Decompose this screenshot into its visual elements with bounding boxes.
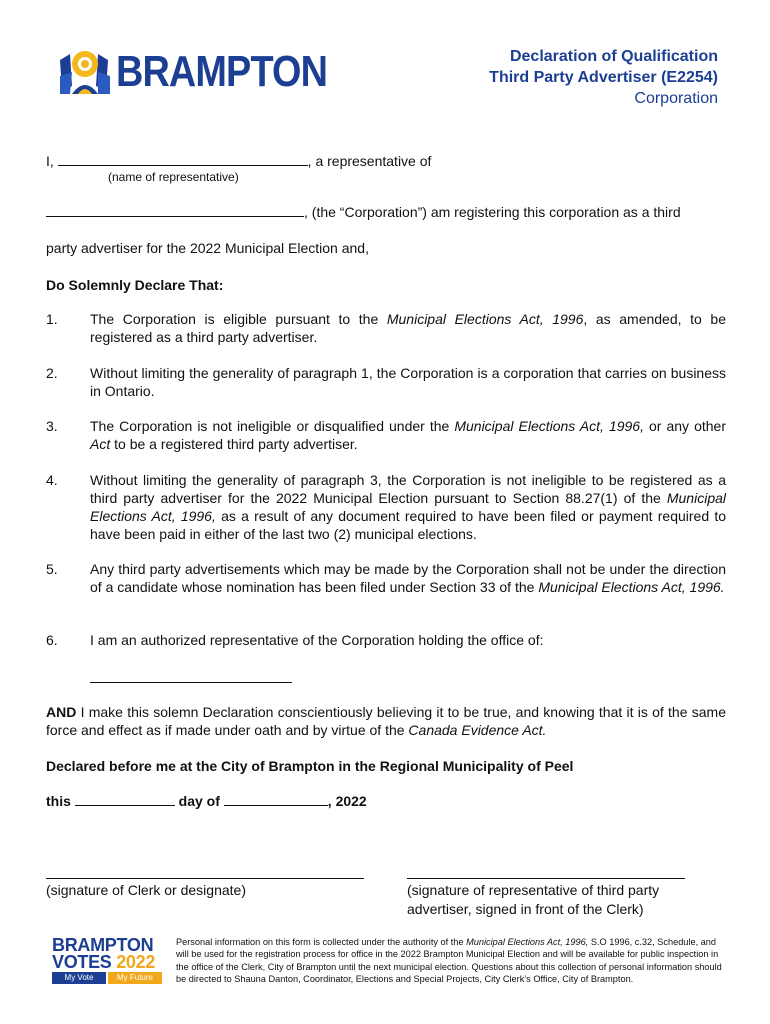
day-field[interactable] xyxy=(75,805,175,806)
declared-before-text: Declared before me at the City of Brampton in the Regional Municipality of Peel xyxy=(46,758,574,774)
office-field[interactable] xyxy=(90,682,292,683)
corporation-suffix: , (the “Corporation”) am registering this corporation as a third xyxy=(304,204,681,220)
corporation-name-field[interactable] xyxy=(46,216,304,217)
representative-caption: (name of representative) xyxy=(108,170,239,184)
item-6-text: I am an authorized representative of the Corporation holding the office of: xyxy=(90,632,544,648)
clerk-signature-line[interactable] xyxy=(46,878,364,879)
item-1-text: The Corporation is eligible pursuant to the Municipal Elections Act, 1996, as amended, to be registered as a third party advertiser. xyxy=(90,311,726,345)
item-1-number: 1. xyxy=(46,311,58,327)
clerk-signature-caption: (signature of Clerk or designate) xyxy=(46,882,246,898)
month-field[interactable] xyxy=(224,805,328,806)
corporation-line-2: party advertiser for the 2022 Municipal Election and, xyxy=(46,240,369,256)
declare-heading: Do Solemnly Declare That: xyxy=(46,277,224,293)
flower-emblem-icon xyxy=(58,46,112,98)
brampton-logo xyxy=(58,46,328,98)
item-3-number: 3. xyxy=(46,418,58,434)
item-6-number: 6. xyxy=(46,632,58,648)
item-4-text: Without limiting the generality of paragraph 3, the Corporation is not ineligible to be registered as a third party advertiser for the 2022 Municipal Election pursuant to Section 88.27(1) of the Municipal Elections Act, 1996, as a result of any document required to have been filed or payment required to have been paid in either of the last two (2) municipal elections. xyxy=(90,472,727,542)
i-prefix: I, xyxy=(46,153,54,169)
item-5-number: 5. xyxy=(46,561,58,577)
representative-name-field[interactable] xyxy=(58,165,308,166)
year-label: , 2022 xyxy=(327,793,367,809)
brampton-votes-logo xyxy=(52,936,164,986)
my-future-tag: My Future xyxy=(108,972,162,984)
form-title xyxy=(489,46,718,109)
item-2-text: Without limiting the generality of paragraph 1, the Corporation is a corporation that carries on business in Ontario. xyxy=(90,365,726,399)
and-clause: AND I make this solemn Declaration conscientiously believing it to be true, and knowing that it is of the same force and effect as if made under oath and by virtue of the Canada Evidence Act. xyxy=(46,704,726,738)
title-line-2: Third Party Advertiser (E2254) xyxy=(489,69,718,86)
title-line-3: Corporation xyxy=(634,90,718,107)
corporation-line xyxy=(46,203,681,221)
representative-signature-line[interactable] xyxy=(407,878,685,879)
representative-signature-caption: (signature of representative of third party advertiser, signed in front of the Clerk) xyxy=(407,882,660,917)
item-4-number: 4. xyxy=(46,472,58,488)
item-2-number: 2. xyxy=(46,365,58,381)
my-vote-tag: My Vote xyxy=(52,972,106,984)
this-label: this xyxy=(46,793,71,809)
item-5-text: Any third party advertisements which may be made by the Corporation shall not be under the direction of a candidate whose nomination has been filed under Section 33 of the Municipal Elections Act, 1996. xyxy=(90,561,726,595)
representative-line xyxy=(46,152,431,170)
brampton-wordmark: BRAMPTON xyxy=(116,47,328,96)
day-of-label: day of xyxy=(178,793,220,809)
title-line-1: Declaration of Qualification xyxy=(509,48,718,65)
item-3-text: The Corporation is not ineligible or disqualified under the Municipal Elections Act, 1996, or any other Act to be a registered third party advertiser. xyxy=(90,418,726,452)
representative-suffix: , a representative of xyxy=(307,153,432,169)
votes-logo-line-2: VOTES 2022 xyxy=(52,952,156,972)
privacy-notice: Personal information on this form is collected under the authority of the Municipal Elections Act, 1996, S.O 1996, c.32, Schedule, and will be used for the registration process for office in the 2022 Brampton Municipal Election and will be available for public inspection in the office of the Clerk, City of Brampton until the next municipal election. Questions about this collection of personal information should be directed to Shauna Danton, Coordinator, Elections and Special Projects, City Clerk’s Office, City of Brampton. xyxy=(176,937,722,985)
date-line xyxy=(46,792,367,810)
votes-logo-line-1: BRAMPTON xyxy=(52,935,154,955)
